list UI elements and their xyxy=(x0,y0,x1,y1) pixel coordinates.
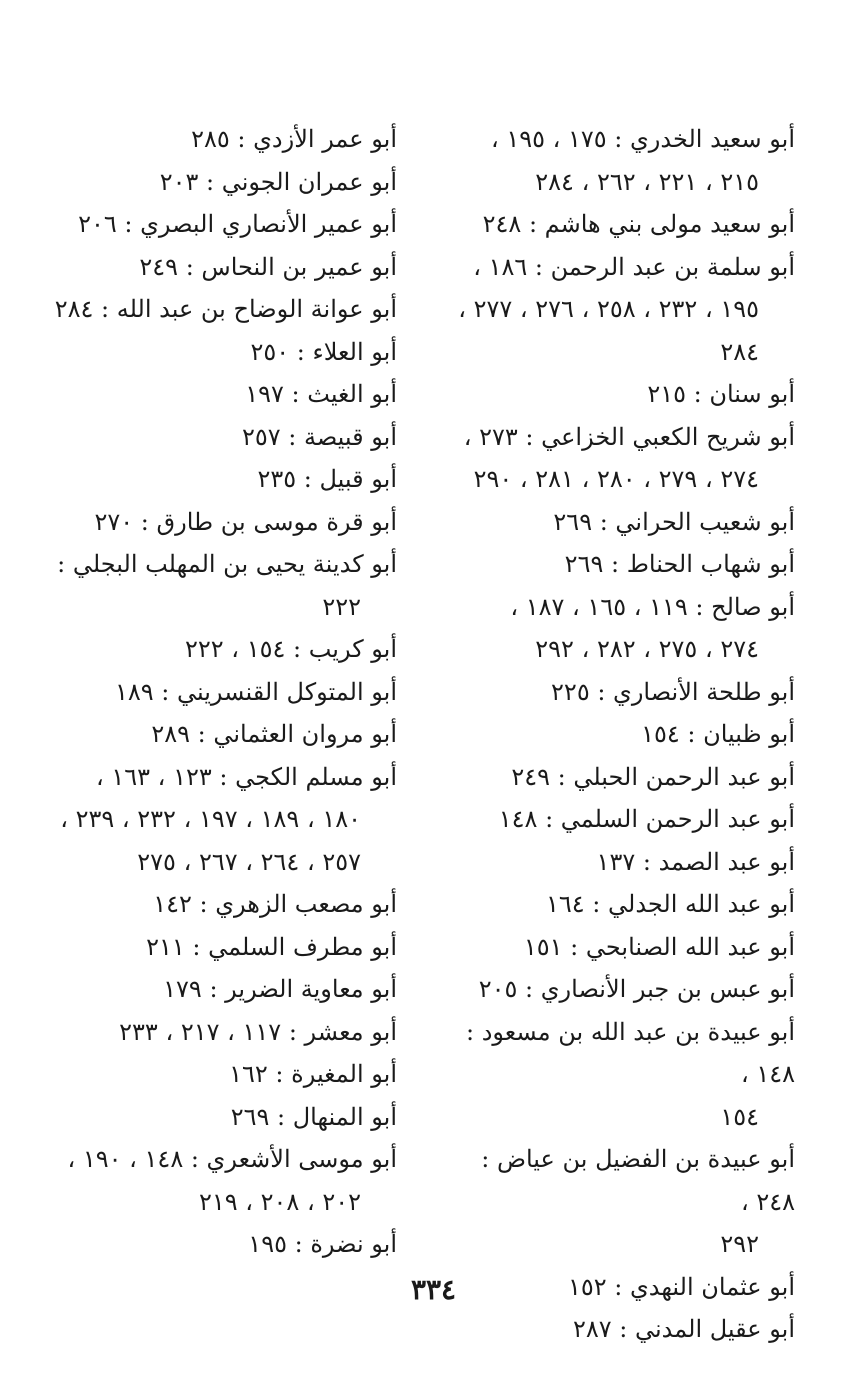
index-entry xyxy=(37,756,397,884)
index-entry-heading: أبو عبس بن جبر الأنصاري : ٢٠٥ xyxy=(478,975,795,1003)
index-entry xyxy=(37,1138,397,1223)
index-entry xyxy=(37,1011,397,1054)
index-entry xyxy=(37,968,397,1011)
index-entry xyxy=(37,628,397,671)
index-entry-heading: أبو قرة موسى بن طارق : ٢٧٠ xyxy=(94,507,397,536)
index-entry-heading: أبو نضرة : ١٩٥ xyxy=(248,1230,397,1258)
index-entry-heading: أبو عمير الأنصاري البصري : ٢٠٦ xyxy=(78,210,397,238)
index-entry-heading: أبو سنان : ٢١٥ xyxy=(647,380,795,408)
index-column-right xyxy=(435,118,795,1351)
index-entry-continuation: ٢٧٤ ، ٢٧٥ ، ٢٨٢ ، ٢٩٢ xyxy=(535,635,759,663)
index-entry xyxy=(37,543,397,628)
index-entry-heading: أبو شريح الكعبي الخزاعي : ٢٧٣ ، xyxy=(463,422,795,451)
index-entry xyxy=(435,883,795,926)
index-entry-heading: أبو عثمان النهدي : ١٥٢ xyxy=(567,1272,795,1301)
index-entry-heading: أبو قبيل : ٢٣٥ xyxy=(257,465,397,493)
index-entry-heading: أبو صالح : ١١٩ ، ١٦٥ ، ١٨٧ ، xyxy=(510,592,795,621)
index-entry-continuation: ٢٧٤ ، ٢٧٩ ، ٢٨٠ ، ٢٨١ ، ٢٩٠ xyxy=(473,465,759,493)
index-entry xyxy=(37,883,397,926)
index-entry-heading: أبو قبيصة : ٢٥٧ xyxy=(241,422,397,451)
index-entry xyxy=(37,1053,397,1096)
index-entry-continuation: ٢٨٤ xyxy=(720,337,759,366)
index-entry xyxy=(37,161,397,204)
index-entry-heading: أبو المنهال : ٢٦٩ xyxy=(230,1102,397,1131)
index-entry-continuation: ٢٩٢ xyxy=(720,1230,759,1258)
index-entry-continuation: ١٨٠ ، ١٨٩ ، ١٩٧ ، ٢٣٢ ، ٢٣٩ ، xyxy=(60,805,361,833)
index-entry-heading: أبو عبيدة بن عبد الله بن مسعود : ١٤٨ ، xyxy=(466,1017,795,1088)
index-entry xyxy=(435,841,795,884)
index-entry xyxy=(435,373,795,416)
index-entry-heading: أبو مروان العثماني : ٢٨٩ xyxy=(151,720,397,748)
page-number: ٣٣٤ xyxy=(410,1273,457,1306)
index-entry-heading: أبو سلمة بن عبد الرحمن : ١٨٦ ، xyxy=(473,252,795,281)
index-entry xyxy=(37,246,397,289)
index-entry xyxy=(37,373,397,416)
index-entry-heading: أبو موسى الأشعري : ١٤٨ ، ١٩٠ ، xyxy=(67,1145,397,1173)
index-entry-heading: أبو عقيل المدني : ٢٨٧ xyxy=(572,1315,795,1343)
index-entry xyxy=(435,926,795,969)
index-entry-continuation: ٢٢٢ xyxy=(322,592,361,621)
index-entry xyxy=(37,416,397,459)
index-entry xyxy=(435,798,795,841)
index-entry xyxy=(37,1096,397,1139)
index-entry-heading: أبو عبد الرحمن الحبلي : ٢٤٩ xyxy=(511,762,795,791)
index-entry xyxy=(435,1138,795,1266)
index-entry-heading: أبو ظبيان : ١٥٤ xyxy=(641,720,795,748)
index-entry-heading: أبو مصعب الزهري : ١٤٢ xyxy=(153,890,397,918)
index-entry xyxy=(37,926,397,969)
index-entry-heading: أبو المغيرة : ١٦٢ xyxy=(229,1060,397,1088)
index-entry-heading: أبو عبد الصمد : ١٣٧ xyxy=(596,847,795,876)
index-entry-continuation: ٢٥٧ ، ٢٦٤ ، ٢٦٧ ، ٢٧٥ xyxy=(137,847,361,876)
index-entry xyxy=(435,543,795,586)
index-entry xyxy=(435,416,795,501)
index-entry-continuation: ١٥٤ xyxy=(720,1102,759,1131)
index-entry-heading: أبو مسلم الكجي : ١٢٣ ، ١٦٣ ، xyxy=(96,762,397,791)
index-entry xyxy=(37,671,397,714)
index-entry xyxy=(435,1308,795,1351)
index-entry xyxy=(37,118,397,161)
index-entry-heading: أبو عبد الرحمن السلمي : ١٤٨ xyxy=(498,805,795,833)
index-entry xyxy=(435,756,795,799)
index-entry-heading: أبو عبد الله الصنابحي : ١٥١ xyxy=(523,932,795,961)
index-entry xyxy=(37,713,397,756)
index-entry-heading: أبو سعيد الخدري : ١٧٥ ، ١٩٥ ، xyxy=(490,125,795,153)
index-entry-heading: أبو مطرف السلمي : ٢١١ xyxy=(146,932,397,961)
index-entry xyxy=(435,203,795,246)
index-entry-heading: أبو كدينة يحيى بن المهلب البجلي : xyxy=(57,550,397,578)
index-entry-heading: أبو عمر الأزدي : ٢٨٥ xyxy=(191,125,397,153)
index-entry xyxy=(37,288,397,331)
index-entry-continuation: ٢٠٢ ، ٢٠٨ ، ٢١٩ xyxy=(198,1187,361,1216)
index-entry-continuation: ١٩٥ ، ٢٣٢ ، ٢٥٨ ، ٢٧٦ ، ٢٧٧ ، xyxy=(458,295,759,323)
index-entry-heading: أبو عبيدة بن الفضيل بن عياض : ٢٤٨ ، xyxy=(481,1145,795,1216)
index-entry-heading: أبو المتوكل القنسريني : ١٨٩ xyxy=(114,677,397,706)
index-entry xyxy=(435,968,795,1011)
index-entry-heading: أبو شهاب الحناط : ٢٦٩ xyxy=(564,550,795,578)
index-entry-heading: أبو سعيد مولى بني هاشم : ٢٤٨ xyxy=(482,210,795,238)
index-entry xyxy=(37,501,397,544)
index-entry-heading: أبو شعيب الحراني : ٢٦٩ xyxy=(553,507,795,536)
index-entry xyxy=(435,1011,795,1139)
index-entry xyxy=(37,203,397,246)
index-entry xyxy=(435,586,795,671)
index-entry-heading: أبو طلحة الأنصاري : ٢٢٥ xyxy=(551,677,795,706)
index-entry xyxy=(37,458,397,501)
index-entry xyxy=(435,118,795,203)
index-entry-heading: أبو عمير بن النحاس : ٢٤٩ xyxy=(139,252,397,281)
index-entry-heading: أبو الغيث : ١٩٧ xyxy=(245,380,397,408)
index-entry-continuation: ٢١٥ ، ٢٢١ ، ٢٦٢ ، ٢٨٤ xyxy=(535,167,759,196)
index-entry xyxy=(435,246,795,374)
index-entry xyxy=(435,671,795,714)
index-entry xyxy=(37,1223,397,1266)
index-entry-heading: أبو معشر : ١١٧ ، ٢١٧ ، ٢٣٣ xyxy=(119,1017,397,1046)
index-entry-heading: أبو عمران الجوني : ٢٠٣ xyxy=(159,167,397,196)
index-entry-heading: أبو عبد الله الجدلي : ١٦٤ xyxy=(546,890,795,918)
index-column-left xyxy=(37,118,397,1266)
index-entry xyxy=(435,713,795,756)
index-entry-heading: أبو عوانة الوضاح بن عبد الله : ٢٨٤ xyxy=(54,295,397,323)
index-entry-heading: أبو كريب : ١٥٤ ، ٢٢٢ xyxy=(185,635,397,663)
index-entry-heading: أبو العلاء : ٢٥٠ xyxy=(250,337,397,366)
index-entry xyxy=(37,331,397,374)
index-entry xyxy=(435,501,795,544)
index-entry-heading: أبو معاوية الضرير : ١٧٩ xyxy=(163,975,397,1003)
